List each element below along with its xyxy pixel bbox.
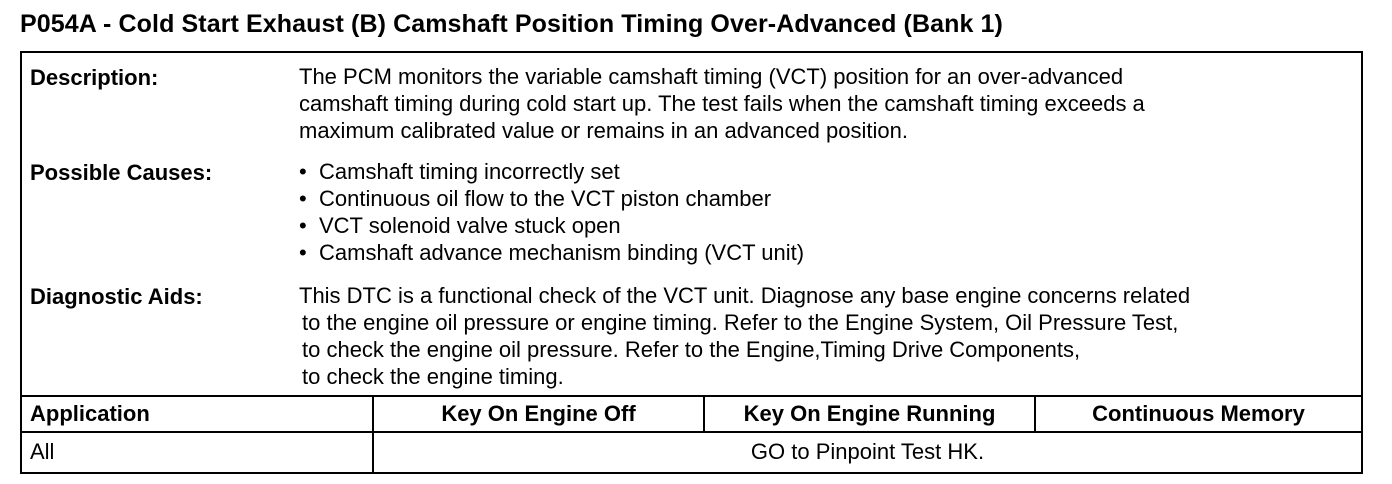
diagnostic-aids-line: to the engine oil pressure or engine timing. Refer to the Engine System, Oil Pressure Test, [302,310,1179,335]
description-text [299,63,1145,144]
header-application: Application [30,401,150,426]
diagnostic-aids-line: to check the engine oil pressure. Refer to the Engine,Timing Drive Components, [302,337,1081,362]
list-item: • Camshaft timing incorrectly set [299,158,804,185]
header-continuous-memory: Continuous Memory [1092,401,1305,426]
list-item: • Camshaft advance mechanism binding (VCT unit) [299,239,804,266]
diagnostic-aids-line: This DTC is a functional check of the VCT unit. Diagnose any base engine concerns related [299,283,1191,308]
possible-causes-list [299,158,804,266]
diagnostic-aids-label: Diagnostic Aids: [30,284,203,309]
page-title: P054A - Cold Start Exhaust (B) Camshaft Position Timing Over-Advanced (Bank 1) [20,10,1003,38]
header-key-on-engine-off: Key On Engine Off [441,401,636,426]
dtc-info-box [20,51,1363,474]
cell-action: GO to Pinpoint Test HK. [750,439,985,464]
description-line: The PCM monitors the variable camshaft timing (VCT) position for an over-advanced [299,64,1124,89]
list-item: • VCT solenoid valve stuck open [299,212,804,239]
cell-application: All [30,439,55,464]
diagnostic-aids-text [299,282,1190,390]
possible-causes-label: Possible Causes: [30,160,213,185]
header-key-on-engine-running: Key On Engine Running [743,401,996,426]
description-line: maximum calibrated value or remains in an advanced position. [299,118,908,143]
list-item: • Continuous oil flow to the VCT piston chamber [299,185,804,212]
description-label: Description: [30,65,159,90]
description-line: camshaft timing during cold start up. The test fails when the camshaft timing exceeds a [299,91,1145,116]
diagnostic-aids-line: to check the engine timing. [302,364,564,389]
